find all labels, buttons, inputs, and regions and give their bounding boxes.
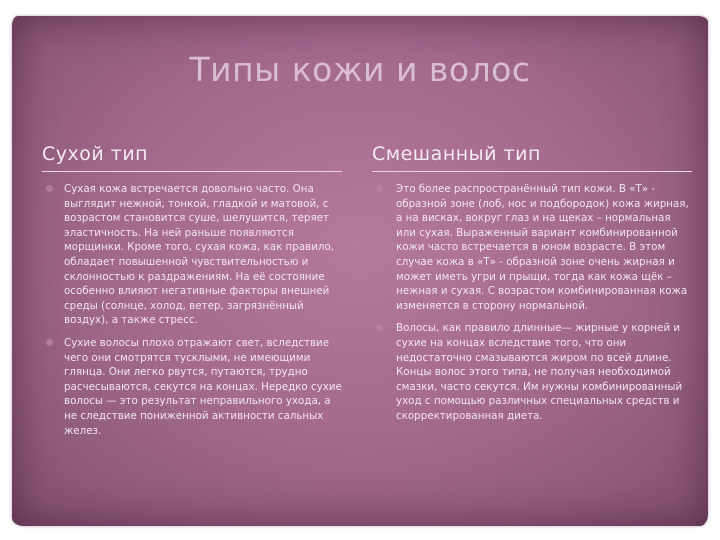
bullet-text: Это более распространённый тип кожи. В «Т» - образной зоне (лоб, нос и подбородок) кожа жирная, а на висках, вокруг глаз и на щеках – нормальная или сухая. Выраженный вариант комбинированной кожи часто встречается в юном возрасте. В этом случае кожа в «Т» - образной зоне очень жирная и может иметь угри и прыщи, тогда как кожа щёк – нежная и сухая. С возрастом комбинированная кожа изменяется в сторону нормальной.	[396, 183, 689, 312]
bullet-icon	[46, 185, 53, 192]
right-bullet-list	[372, 182, 692, 424]
list-item	[372, 321, 692, 423]
left-heading-divider	[42, 171, 342, 172]
bullet-text: Сухие волосы плохо отражают свет, вследствие чего они смотрятся тусклыми, не имеющими глянца. Они легко рвутся, путаются, трудно расчесываются, секутся на концах. Нередко сухие волосы — это результат неправильного ухода, а не следствие пониженной активности сальных желез.	[64, 336, 342, 437]
bullet-icon	[376, 185, 383, 192]
right-column	[372, 140, 689, 432]
bullet-text: Волосы, как правило длинные— жирные у корней и сухие на концах вследствие того, что они недостаточно смазываются жиром по всей длине. Концы волос этого типа, не получая необходимой смазки, часто секутся. Им нужны комбинированный уход с помощью различных специальных средств и скорректированная диета.	[396, 322, 683, 422]
left-column-heading: Сухой тип	[42, 143, 149, 165]
left-column	[42, 140, 342, 446]
bullet-icon	[46, 339, 53, 346]
left-bullet-list	[42, 182, 342, 438]
slide-title: Типы кожи и волос	[189, 50, 531, 89]
bullet-icon	[376, 324, 383, 331]
list-item	[42, 182, 342, 328]
bullet-text: Сухая кожа встречается довольно часто. Она выглядит нежной, тонкой, гладкой и матовой, с возрастом становится суше, шелушится, теряет эластичность. На ней раньше появляются морщинки. Кроме того, сухая кожа, как правило, обладает повышенной чувствительностью и склонностью к раздражениям. На её состояние особенно влияют негативные факторы внешней среды (солнце, холод, ветер, загрязнённый воздух), а также стресс.	[64, 183, 335, 327]
list-item	[372, 182, 692, 313]
list-item	[42, 336, 342, 438]
right-column-heading: Смешанный тип	[372, 143, 541, 165]
right-heading-divider	[372, 171, 692, 172]
